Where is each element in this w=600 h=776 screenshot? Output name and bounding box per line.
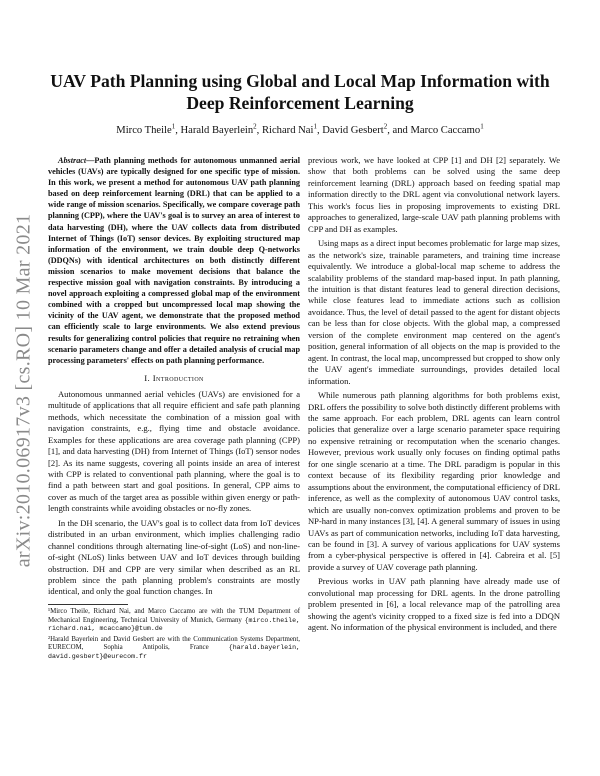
footnote-email: {harald.bayerlein, david.gesbert}@eurecom.fr <box>48 644 300 660</box>
author-2 <box>180 122 262 136</box>
author-5 <box>410 122 484 136</box>
author-name: Mirco Theile <box>116 124 172 136</box>
author-separator: , and <box>387 124 411 136</box>
body-paragraph-2: Using maps as a direct input becomes problematic for large map sizes, as the network's size, trainable parameters, and training time increase equivalently. We introduce a global-local map scheme to address the scalability problems of the standard map-based input. In path planning, the intuition is that distant features lead to general direction decisions, while close features lead to immediate actions such as collision avoidance. Thus, the level of detail passed to the agent for distant objects can be less than for close objects. With the global map, a compressed version of the complete environment map centered on the agent's position, general information of all objects on the map is provided to the agent. In contrast, the local map, uncompressed but cropped to show only the UAV agent's immediate surroundings, provides detailed local information. <box>308 238 560 386</box>
author-name: Marco Caccamo <box>410 124 481 136</box>
footnote-rule <box>48 604 128 605</box>
author-name: Harald Bayerlein <box>180 124 254 136</box>
paper-title: UAV Path Planning using Global and Local Map Information with Deep Reinforcement Learning <box>50 71 550 113</box>
author-affiliation-mark: 1 <box>171 122 176 130</box>
arxiv-identifier-text: arXiv:2010.06917v3 [cs.RO] 10 Mar 2021 <box>12 213 35 567</box>
body-paragraph-4: Previous works in UAV path planning have already made use of convolutional map processing for DRL agents. In the drone patrolling problem presented in [6], a local relevance map of the patrolling area showing the agent's vicinity cropped to a fixed size is fed into a DDQN agent. No information of the physical environment is included, and there <box>308 576 560 633</box>
left-column <box>48 155 300 664</box>
author-affiliation-mark: 2 <box>383 122 388 130</box>
author-affiliation-mark: 1 <box>313 122 317 130</box>
author-separator: , <box>316 124 323 136</box>
body-paragraph-1: previous work, we have looked at CPP [1] and DH [2] separately. We show that both problems can be solved using the same deep reinforcement learning (DRL) approach based on feeding spatial map information directly to the DRL agent via convolutional network layers. This work's focus lies in proposing improvements to existing DRL approaches to generalized, large-scale UAV path planning problems with CPP and DH as examples. <box>308 155 560 234</box>
footnote-1 <box>48 608 300 634</box>
body-paragraph-3: While numerous path planning algorithms for both problems exist, DRL offers the possibility to solve both distinctly different problems with the same approach. For each problem, DRL agents can learn control policies that generalize over a large scenario parameter space requiring no expensive retraining or recomputation when the scenario changes. However, previous work usually only focuses on finding optimal paths for one single scenario at a time. The DRL paradigm is popular in this context because of its flexibility regarding prior knowledge and assumptions about the environment, the computational efficiency of DRL inference, as well as the complexity of autonomous UAV control tasks, which are usually non-convex optimization problems and proven to be NP-hard in many instances [3], [4]. A general summary of issues in using UAVs as part of communication networks, including IoT data harvesting, can be found in [3]. A survey of various applications for UAV systems from a cyber-physical perspective is offered in [4]. Cabreira et al. [5] provide a survey of UAV coverage path planning. <box>308 390 560 572</box>
author-list <box>40 122 560 136</box>
footnote-2 <box>48 636 300 662</box>
abstract-lead: Abstract <box>58 156 87 165</box>
footnote-email: {mirco.theile, richard.nai, mcaccamo}@tum.de <box>48 616 300 633</box>
section-heading-introduction: I. Introduction <box>144 372 204 383</box>
author-separator: , <box>256 124 262 136</box>
right-column <box>308 155 560 637</box>
author-4 <box>322 122 411 136</box>
author-3 <box>261 122 323 136</box>
author-1 <box>116 122 181 136</box>
author-separator: , <box>175 124 181 136</box>
abstract: Abstract—Path planning methods for autonomous unmanned aerial vehicles (UAVs) are typically designed for one specific type of mission. In this work, we present a method for autonomous UAV path planning based on deep reinforcement learning (DRL) that can be applied to a wide range of mission scenarios. Specifically, we compare coverage path planning (CPP), where the UAV's goal is to survey an area of interest to data harvesting (DH), where the UAV collects data from distributed Internet of Things (IoT) sensor devices. By exploiting structured map information of the environment, we train double deep Q-networks (DDQNs) with identical architectures on both distinctly different mission scenarios to make movement decisions that balance the respective mission goal with navigation constraints. By introducing a novel approach exploiting a compressed global map of the environment combined with a cropped but uncompressed local map showing the vicinity of the UAV agent, we demonstrate that the proposed method can efficiently scale to large environments. We also extend previous results for generalizing control policies that require no retraining when scenario parameters change and offer a detailed analysis of crucial map processing parameters' effects on path planning performance. <box>48 156 300 365</box>
intro-paragraph-2: In the DH scenario, the UAV's goal is to collect data from IoT devices distributed in an urban environment, which implies challenging radio channel conditions through alternating line-of-sight (LoS) and non-line-of-sight (NLoS) links between UAV and IoT devices through building obstruction. DH and CPP are very similar when described as an RL problem since the path planning problem's constraints are mostly identical, and only the goal function changes. In <box>48 517 300 597</box>
author-name: Richard Nai <box>261 124 314 136</box>
author-affiliation-mark: 1 <box>480 122 484 130</box>
arxiv-identifier <box>14 210 34 570</box>
author-name: David Gesbert <box>322 124 384 136</box>
footnote-text: ¹Mirco Theile, Richard Nai, and Marco Caccamo are with the TUM Department of Mechanical Engineering, Technical University of Munich, Germany <box>48 607 300 624</box>
abstract-text: Path planning methods for autonomous unmanned aerial vehicles (UAVs) are typically designed for one specific type of mission. In this work, we present a method for autonomous UAV path planning based on deep reinforcement learning (DRL) that can be applied to a wide range of mission scenarios. Specifically, we compare coverage path planning (CPP), where the UAV's goal is to survey an area of interest to data harvesting (DH), where the UAV collects data from distributed Internet of Things (IoT) sensor devices. By exploiting structured map information of the environment, we train double deep Q-networks (DDQNs) with identical architectures on both distinctly different mission scenarios to make movement decisions that balance the respective mission goal with navigation constraints. By introducing a novel approach exploiting a compressed global map of the environment combined with a cropped but uncompressed local map showing the vicinity of the UAV agent, we demonstrate that the proposed method can efficiently scale to large environments. We also extend previous results for generalizing control policies that require no retraining when scenario parameters change and offer a detailed analysis of crucial map processing parameters' effects on path planning performance. <box>48 156 300 365</box>
intro-paragraph-1: Autonomous unmanned aerial vehicles (UAVs) are envisioned for a multitude of applications that all require efficient and safe path planning methods, which necessitate the combination of a mission goal with navigation constraints, e.g., flying time and obstacle avoidance. Examples for these applications are area coverage path planning (CPP) [1], and data harvesting (DH) from Internet of Things (IoT) sensor nodes [2]. As its name suggests, covering all points inside an area of interest with CPP is related to conventional path planning, where the goal is to find a path between start and goal positions. In general, CPP aims to cover as much of the target area as possible within given energy or path-length constraints while avoiding obstacles or no-fly zones. <box>48 388 300 514</box>
footnote-text: ²Harald Bayerlein and David Gesbert are with the Communication Systems Department, EURECOM, Sophia Antipolis, France <box>48 635 300 652</box>
author-affiliation-mark: 2 <box>253 122 257 130</box>
